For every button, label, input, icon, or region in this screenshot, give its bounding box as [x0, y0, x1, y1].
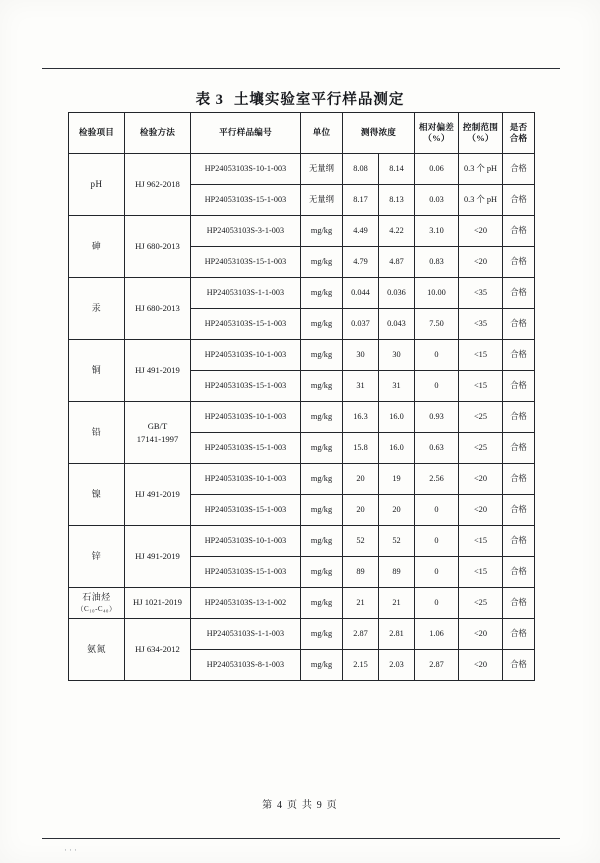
col-header-control-range-line1: 控制范围 [462, 122, 499, 133]
cell-relative-deviation: 0.83 [415, 247, 459, 278]
col-header-qualified [503, 113, 535, 154]
cell-concentration-1: 4.49 [343, 216, 379, 247]
cell-control-range: <20 [459, 495, 503, 526]
table-row [69, 402, 535, 433]
results-table-container [68, 112, 534, 681]
cell-control-range: <20 [459, 650, 503, 681]
table-row [69, 340, 535, 371]
col-header-qualified-line2: 合格 [509, 133, 528, 143]
cell-relative-deviation: 0 [415, 371, 459, 402]
table-row [69, 278, 535, 309]
cell-concentration-1: 8.08 [343, 154, 379, 185]
cell-concentration-2: 8.13 [379, 185, 415, 216]
cell-concentration-2: 4.22 [379, 216, 415, 247]
cell-qualified: 合格 [503, 588, 535, 619]
cell-qualified: 合格 [503, 154, 535, 185]
cell-unit: mg/kg [301, 402, 343, 433]
cell-relative-deviation: 0.63 [415, 433, 459, 464]
cell-qualified: 合格 [503, 185, 535, 216]
cell-concentration-1: 21 [343, 588, 379, 619]
cell-unit: mg/kg [301, 309, 343, 340]
cell-sample-id: HP24053103S-10-1-003 [191, 154, 301, 185]
cell-item: 锌 [69, 526, 125, 588]
cell-method-line2: 17141-1997 [136, 433, 179, 444]
cell-relative-deviation: 0 [415, 526, 459, 557]
cell-method: HJ 680-2013 [125, 278, 191, 340]
cell-unit: mg/kg [301, 278, 343, 309]
cell-item: pH [69, 154, 125, 216]
cell-control-range: <15 [459, 526, 503, 557]
cell-concentration-2: 16.0 [379, 402, 415, 433]
cell-concentration-1: 2.87 [343, 619, 379, 650]
cell-method: HJ 680-2013 [125, 216, 191, 278]
cell-sample-id: HP24053103S-1-1-003 [191, 278, 301, 309]
cell-unit: mg/kg [301, 216, 343, 247]
cell-method: HJ 962-2018 [125, 154, 191, 216]
table-row [69, 619, 535, 650]
scan-artifact-mark: ··· [64, 845, 79, 855]
cell-concentration-2: 21 [379, 588, 415, 619]
cell-concentration-1: 89 [343, 557, 379, 588]
cell-item: 镍 [69, 464, 125, 526]
cell-concentration-1: 4.79 [343, 247, 379, 278]
cell-concentration-2: 16.0 [379, 433, 415, 464]
table-body [69, 154, 535, 681]
cell-concentration-2: 30 [379, 340, 415, 371]
table-row [69, 216, 535, 247]
col-header-qualified-line1: 是否 [509, 122, 528, 133]
cell-sample-id: HP24053103S-15-1-003 [191, 495, 301, 526]
cell-sample-id: HP24053103S-10-1-003 [191, 340, 301, 371]
cell-unit: 无量纲 [301, 185, 343, 216]
table-row [69, 526, 535, 557]
cell-relative-deviation: 0.06 [415, 154, 459, 185]
cell-item [69, 588, 125, 619]
cell-control-range: <20 [459, 247, 503, 278]
cell-item-subscript: （C₁₀-C₄₀） [76, 605, 117, 614]
cell-concentration-2: 52 [379, 526, 415, 557]
cell-control-range: <35 [459, 278, 503, 309]
cell-sample-id: HP24053103S-15-1-003 [191, 433, 301, 464]
cell-control-range: <25 [459, 433, 503, 464]
cell-sample-id: HP24053103S-10-1-003 [191, 402, 301, 433]
cell-control-range: <20 [459, 464, 503, 495]
cell-unit: mg/kg [301, 557, 343, 588]
cell-unit: mg/kg [301, 650, 343, 681]
cell-unit: mg/kg [301, 464, 343, 495]
cell-qualified: 合格 [503, 340, 535, 371]
table-row [69, 154, 535, 185]
cell-concentration-1: 20 [343, 495, 379, 526]
cell-concentration-2: 31 [379, 371, 415, 402]
cell-concentration-2: 20 [379, 495, 415, 526]
cell-relative-deviation: 3.10 [415, 216, 459, 247]
cell-unit: mg/kg [301, 340, 343, 371]
cell-control-range: 0.3 个 pH [459, 154, 503, 185]
cell-unit: mg/kg [301, 495, 343, 526]
cell-item: 汞 [69, 278, 125, 340]
col-header-measured-concentration: 测得浓度 [343, 113, 415, 154]
cell-relative-deviation: 2.87 [415, 650, 459, 681]
cell-concentration-2: 19 [379, 464, 415, 495]
cell-concentration-2: 89 [379, 557, 415, 588]
cell-method: HJ 634-2012 [125, 619, 191, 681]
cell-control-range: <20 [459, 619, 503, 650]
cell-qualified: 合格 [503, 433, 535, 464]
cell-unit: mg/kg [301, 526, 343, 557]
cell-unit: mg/kg [301, 588, 343, 619]
cell-unit: mg/kg [301, 433, 343, 464]
cell-item: 铜 [69, 340, 125, 402]
cell-qualified: 合格 [503, 247, 535, 278]
table-row [69, 588, 535, 619]
cell-control-range: 0.3 个 pH [459, 185, 503, 216]
cell-concentration-1: 0.037 [343, 309, 379, 340]
col-header-relative-deviation [415, 113, 459, 154]
cell-method: HJ 1021-2019 [125, 588, 191, 619]
cell-concentration-2: 2.03 [379, 650, 415, 681]
cell-method: HJ 491-2019 [125, 340, 191, 402]
page-footer: 第 4 页 共 9 页 [262, 800, 338, 811]
cell-method [125, 402, 191, 464]
cell-concentration-1: 15.8 [343, 433, 379, 464]
cell-unit: mg/kg [301, 619, 343, 650]
cell-concentration-2: 8.14 [379, 154, 415, 185]
cell-concentration-1: 8.17 [343, 185, 379, 216]
cell-relative-deviation: 0 [415, 588, 459, 619]
cell-relative-deviation: 0 [415, 557, 459, 588]
cell-item: 氨氮 [69, 619, 125, 681]
cell-concentration-1: 2.15 [343, 650, 379, 681]
cell-concentration-1: 20 [343, 464, 379, 495]
cell-concentration-1: 31 [343, 371, 379, 402]
cell-sample-id: HP24053103S-8-1-003 [191, 650, 301, 681]
cell-sample-id: HP24053103S-10-1-003 [191, 464, 301, 495]
col-header-relative-deviation-line1: 相对偏差 [418, 122, 455, 133]
cell-control-range: <35 [459, 309, 503, 340]
cell-qualified: 合格 [503, 216, 535, 247]
footer-divider [42, 838, 560, 839]
cell-relative-deviation: 7.50 [415, 309, 459, 340]
cell-relative-deviation: 10.00 [415, 278, 459, 309]
col-header-control-range-line2: （%） [467, 133, 494, 143]
table-row [69, 464, 535, 495]
cell-concentration-2: 4.87 [379, 247, 415, 278]
cell-relative-deviation: 0 [415, 495, 459, 526]
cell-control-range: <15 [459, 371, 503, 402]
header-divider [42, 68, 560, 69]
cell-concentration-2: 0.036 [379, 278, 415, 309]
cell-sample-id: HP24053103S-15-1-003 [191, 371, 301, 402]
cell-sample-id: HP24053103S-15-1-003 [191, 247, 301, 278]
cell-sample-id: HP24053103S-15-1-003 [191, 309, 301, 340]
cell-item: 砷 [69, 216, 125, 278]
cell-item: 铅 [69, 402, 125, 464]
cell-sample-id: HP24053103S-3-1-003 [191, 216, 301, 247]
cell-qualified: 合格 [503, 309, 535, 340]
cell-sample-id: HP24053103S-13-1-002 [191, 588, 301, 619]
cell-concentration-2: 0.043 [379, 309, 415, 340]
cell-control-range: <15 [459, 340, 503, 371]
table-header-row [69, 113, 535, 154]
cell-unit: mg/kg [301, 247, 343, 278]
cell-qualified: 合格 [503, 371, 535, 402]
cell-method: HJ 491-2019 [125, 526, 191, 588]
cell-relative-deviation: 2.56 [415, 464, 459, 495]
cell-qualified: 合格 [503, 464, 535, 495]
cell-control-range: <25 [459, 402, 503, 433]
parallel-sample-results-table [68, 112, 535, 681]
col-header-method: 检验方法 [125, 113, 191, 154]
cell-control-range: <25 [459, 588, 503, 619]
cell-relative-deviation: 0.93 [415, 402, 459, 433]
cell-control-range: <20 [459, 216, 503, 247]
cell-concentration-1: 52 [343, 526, 379, 557]
cell-concentration-1: 16.3 [343, 402, 379, 433]
cell-qualified: 合格 [503, 650, 535, 681]
cell-unit: mg/kg [301, 371, 343, 402]
cell-concentration-1: 0.044 [343, 278, 379, 309]
cell-item-line1: 石油烃 [82, 592, 111, 603]
cell-sample-id: HP24053103S-1-1-003 [191, 619, 301, 650]
table-title-text: 土壤实验室平行样品测定 [233, 92, 405, 108]
cell-qualified: 合格 [503, 526, 535, 557]
cell-method: HJ 491-2019 [125, 464, 191, 526]
cell-method-line1: GB/T [147, 421, 168, 432]
cell-sample-id: HP24053103S-15-1-003 [191, 185, 301, 216]
cell-concentration-1: 30 [343, 340, 379, 371]
cell-control-range: <15 [459, 557, 503, 588]
cell-relative-deviation: 0 [415, 340, 459, 371]
cell-qualified: 合格 [503, 557, 535, 588]
cell-qualified: 合格 [503, 619, 535, 650]
cell-unit: 无量纲 [301, 154, 343, 185]
cell-relative-deviation: 0.03 [415, 185, 459, 216]
col-header-unit: 单位 [301, 113, 343, 154]
col-header-item: 检验项目 [69, 113, 125, 154]
cell-concentration-2: 2.81 [379, 619, 415, 650]
cell-relative-deviation: 1.06 [415, 619, 459, 650]
cell-sample-id: HP24053103S-10-1-003 [191, 526, 301, 557]
table-number: 表 3 [195, 92, 224, 108]
cell-qualified: 合格 [503, 402, 535, 433]
col-header-sample-id: 平行样品编号 [191, 113, 301, 154]
col-header-relative-deviation-line2: （%） [423, 133, 450, 143]
cell-qualified: 合格 [503, 278, 535, 309]
page-title [0, 88, 600, 109]
cell-qualified: 合格 [503, 495, 535, 526]
col-header-control-range [459, 113, 503, 154]
cell-sample-id: HP24053103S-15-1-003 [191, 557, 301, 588]
